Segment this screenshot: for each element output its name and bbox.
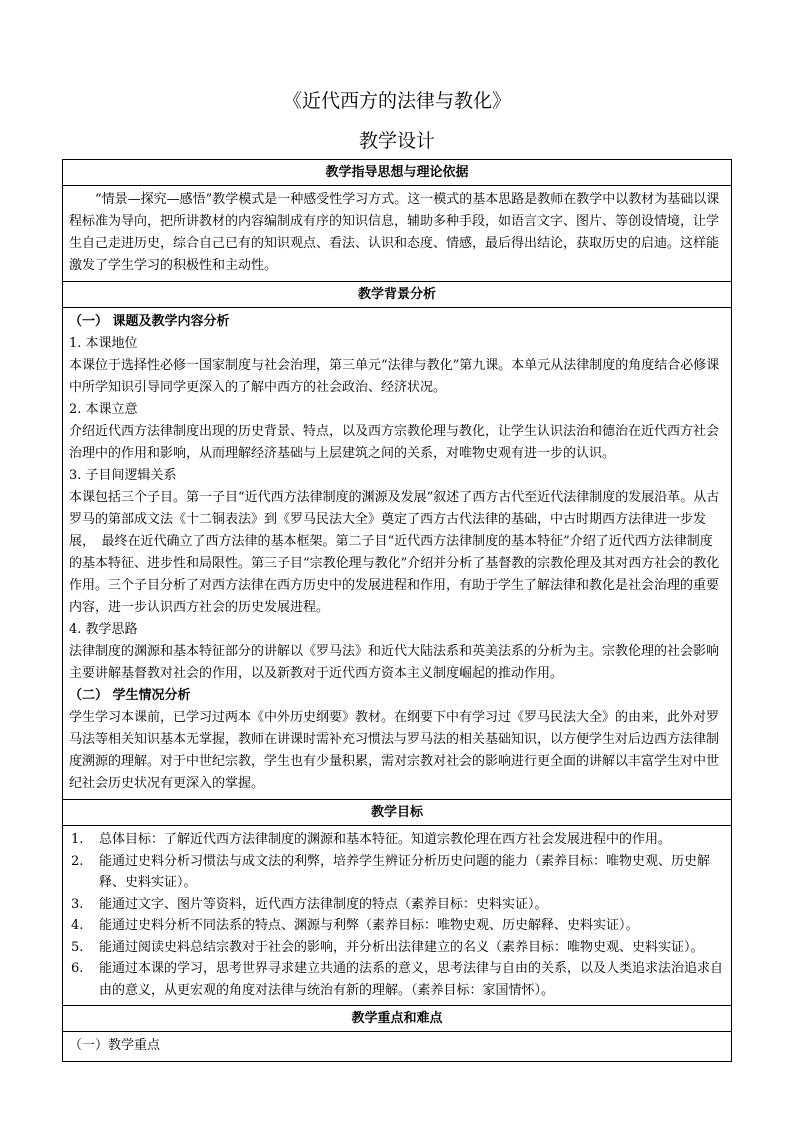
list-item-number: 3.: [71, 896, 84, 912]
list-item: [69, 958, 725, 1001]
list-item: [69, 894, 725, 916]
item-body-subsection-logic: 本课包括三个子目。第一子目“近代西方法律制度的渊源及发展”叙述了西方古代至近代法律制度的发展沿革。从古罗马的第部成文法《十二铜表法》到《罗马民法大全》奠定了西方古代法律的基础，中古时期西方法律进一步发展， 最终在近代确立了西方法律的基本框架。第二子目“近代西方法律制度的基本特征”介绍了近代西方法律制度的基本特征、进步性和局限性。第三子目“宗教伦理与教化”介绍并分析了基督教的宗教伦理及其对西方社会的教化作用。三个子目分析了对西方法律在西方历史中的发展进程和作用，有助于学生了解法律和教化是社会治理的重要内容，进一步认识西方社会的历史发展进程。: [69, 490, 720, 615]
document-title: 《近代西方的法律与教化》: [282, 90, 511, 112]
section-heading-goals: 教学目标: [63, 800, 731, 826]
list-item-number: 5.: [71, 939, 84, 955]
list-item-number: 1.: [71, 832, 84, 847]
item-title-teaching-approach: 4. 教学思路: [69, 622, 138, 637]
list-item-number: 4.: [71, 918, 84, 933]
section-body-background: [63, 308, 731, 800]
student-analysis-paragraph: 学生学习本课前，已学习过两本《中外历史纲要》教材。在纲要下中有学习过《罗马民法大全》的由来，此外对罗马法等相关知识基本无掌握，教师在讲课时需补充习惯法与罗马法的相关基础知识，以方便学生对后边西方法律制度溯源的理解。对于中世纪宗教，学生也有少量积累，需对宗教对社会的影响进行更全面的讲解以丰富学生对中世纪社会历史状况有更深入的掌握。: [69, 710, 720, 791]
list-item-text: 能通过本课的学习，思考世界寻求建立共通的法系的意义，思考法律与自由的关系，以及人类追求法治追求自由的意义，从更宏观的角度对法律与统治有新的理解。（素养目标：家国情怀）。: [99, 961, 724, 998]
list-item-number: 2.: [71, 853, 84, 869]
item-body-teaching-approach: 法律制度的渊源和基本特征部分的讲解以《罗马法》和近代大陆法系和英美法系的分析为主。宗教伦理的社会影响主要讲解基督教对社会的作用，以及新教对于近代西方资本主义制度崛起的推动作用。: [69, 644, 720, 681]
list-item-text: 能通过阅读史料总结宗教对于社会的影响，并分析出法律建立的名义（素养目标：唯物史观、史料实证）。: [99, 939, 704, 955]
list-item-text: 总体目标：了解近代西方法律制度的渊源和基本特征。知道宗教伦理在西方社会发展进程中的作用。: [99, 832, 672, 847]
item-title-subsection-logic: 3. 子目间逻辑关系: [69, 468, 177, 483]
item-title-lesson-position: 1. 本课地位: [69, 336, 138, 351]
list-item-text: 能通过史料分析不同法系的特点、渊源与利弊（素养目标：唯物史观、历史解释、史料实证）。: [99, 918, 639, 933]
item-title-lesson-purpose: 2. 本课立意: [69, 402, 138, 417]
section-heading-background: 教学背景分析: [63, 282, 731, 308]
item-body-lesson-purpose: 介绍近代西方法律制度出现的历史背景、特点，以及西方宗教伦理与教化，让学生认识法治和德治在近代西方社会治理中的作用和影响，从而理解经济基础与上层建筑之间的关系，对唯物史观有进一步的认识。: [69, 424, 720, 461]
list-item: [69, 937, 725, 959]
document-subtitle: 教学设计: [358, 130, 435, 152]
section-body-key-points: [63, 1032, 731, 1061]
list-item-number: 6.: [71, 961, 84, 976]
lesson-plan-table: [62, 159, 732, 1062]
subsection-title-student-analysis: （二） 学生情况分析: [69, 688, 191, 703]
section-heading-key-points: 教学重点和难点: [63, 1006, 731, 1032]
subsection-title-key-points: （一）教学重点: [69, 1038, 161, 1053]
list-item-text: 能通过史料分析习惯法与成文法的利弊，培养学生辨证分析历史问题的能力（素养目标：唯物史观、历史解释、史料实证）。: [99, 853, 711, 890]
list-item: [69, 851, 725, 894]
goals-list: [69, 829, 725, 1001]
subsection-title-content-analysis: （一） 课题及教学内容分析: [69, 314, 230, 329]
section-body-guiding-ideas: [63, 186, 731, 282]
list-item-text: 能通过文字、图片等资料，近代西方法律制度的特点（素养目标：史料实证）。: [99, 896, 548, 912]
list-item: [69, 829, 725, 851]
list-item: [69, 915, 725, 937]
guiding-ideas-paragraph: “情景—探究—感悟”教学模式是一种感受性学习方式。这一模式的基本思路是教师在教学中以教材为基础以课程标准为导向，把所讲教材的内容编制成有序的知识信息，辅助多种手段，如语言文字、图片、等创设情境，让学生自己走进历史，综合自己已有的知识观点、看法、认识和态度、情感，最后得出结论，获取历史的启迪。这样能激发了学生学习的积极性和主动性。: [69, 192, 720, 273]
section-body-goals: [63, 826, 731, 1006]
section-heading-guiding-ideas: 教学指导思想与理论依据: [63, 160, 731, 186]
item-body-lesson-position: 本课位于选择性必修一国家制度与社会治理，第三单元“法律与教化”第九课。本单元从法律制度的角度结合必修课中所学知识引导同学更深入的了解中西方的社会政治、经济状况。: [69, 358, 720, 395]
